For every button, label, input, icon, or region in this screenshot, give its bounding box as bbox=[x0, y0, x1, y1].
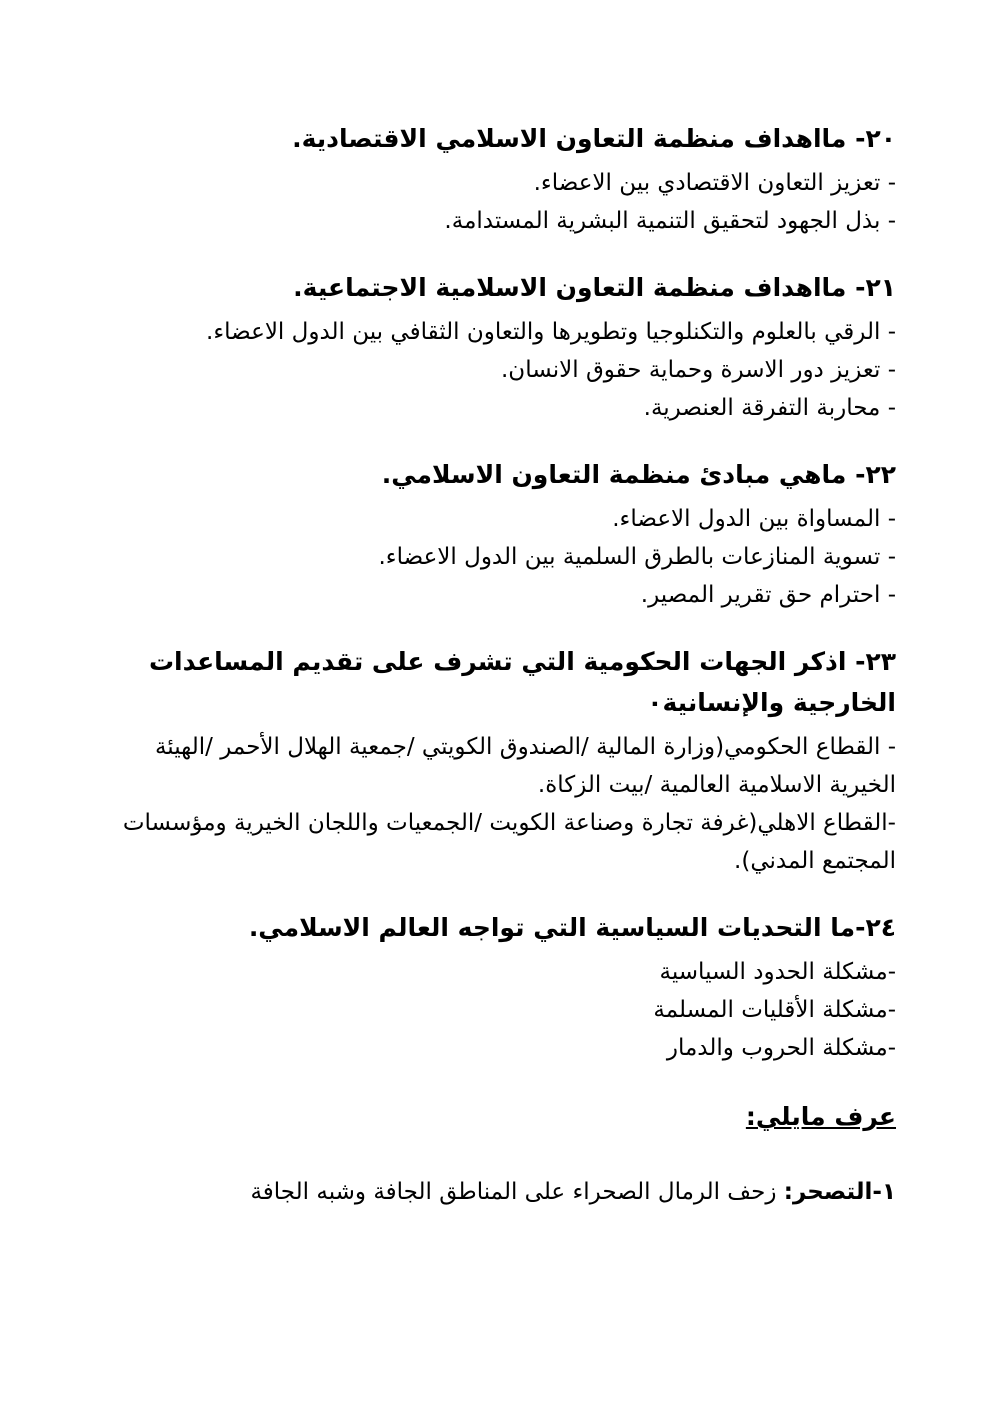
qa-section bbox=[96, 454, 896, 614]
answer-line: - المساواة بين الدول الاعضاء. bbox=[612, 506, 896, 532]
answer-line: -القطاع الاهلي(غرفة تجارة وصناعة الكويت /الجمعيات واللجان الخيرية ومؤسسات المجتمع المدني). bbox=[122, 810, 896, 874]
answer-line: -مشكلة الأقليات المسلمة bbox=[653, 997, 896, 1023]
definition-term: ١-التصحر: bbox=[783, 1179, 896, 1205]
definitions-heading: عرف مايلي: bbox=[745, 1102, 896, 1131]
qa-section bbox=[96, 907, 896, 1067]
answer-line: - تعزيز دور الاسرة وحماية حقوق الانسان. bbox=[501, 357, 896, 383]
qa-section bbox=[96, 267, 896, 427]
qa-section bbox=[96, 641, 896, 880]
answer-line: - بذل الجهود لتحقيق التنمية البشرية المستدامة. bbox=[444, 208, 896, 234]
answer-line: - تسوية المنازعات بالطرق السلمية بين الدول الاعضاء. bbox=[378, 544, 896, 570]
document-content bbox=[96, 118, 896, 1211]
answer-line: - القطاع الحكومي(وزارة المالية /الصندوق الكويتي /جمعية الهلال الأحمر /الهيئة الخيرية الاسلامية العالمية /بيت الزكاة. bbox=[154, 734, 896, 798]
answer-line: -مشكلة الحدود السياسية bbox=[659, 959, 896, 985]
answer-line: - تعزيز التعاون الاقتصادي بين الاعضاء. bbox=[533, 170, 896, 196]
answer-line: - احترام حق تقرير المصير. bbox=[640, 582, 896, 608]
question-heading: ٢٢- ماهي مبادئ منظمة التعاون الاسلامي. bbox=[381, 460, 896, 489]
answer-line: - محاربة التفرقة العنصرية. bbox=[643, 395, 896, 421]
definition-entry bbox=[96, 1173, 896, 1211]
answer-line: -مشكلة الحروب والدمار bbox=[666, 1035, 896, 1061]
answer-line: - الرقي بالعلوم والتكنلوجيا وتطويرها والتعاون الثقافي بين الدول الاعضاء. bbox=[206, 319, 896, 345]
question-heading: ٢٣- اذكر الجهات الحكومية التي تشرف على تقديم المساعدات الخارجية والإنسانية٠ bbox=[148, 647, 896, 717]
qa-section bbox=[96, 118, 896, 240]
question-heading: ٢١- مااهداف منظمة التعاون الاسلامية الاجتماعية. bbox=[293, 273, 896, 302]
question-heading: ٢٠- مااهداف منظمة التعاون الاسلامي الاقتصادية. bbox=[292, 124, 896, 153]
question-heading: ٢٤-ما التحديات السياسية التي تواجه العالم الاسلامي. bbox=[248, 913, 896, 942]
definition-text: زحف الرمال الصحراء على المناطق الجافة وشبه الجافة bbox=[250, 1179, 784, 1205]
